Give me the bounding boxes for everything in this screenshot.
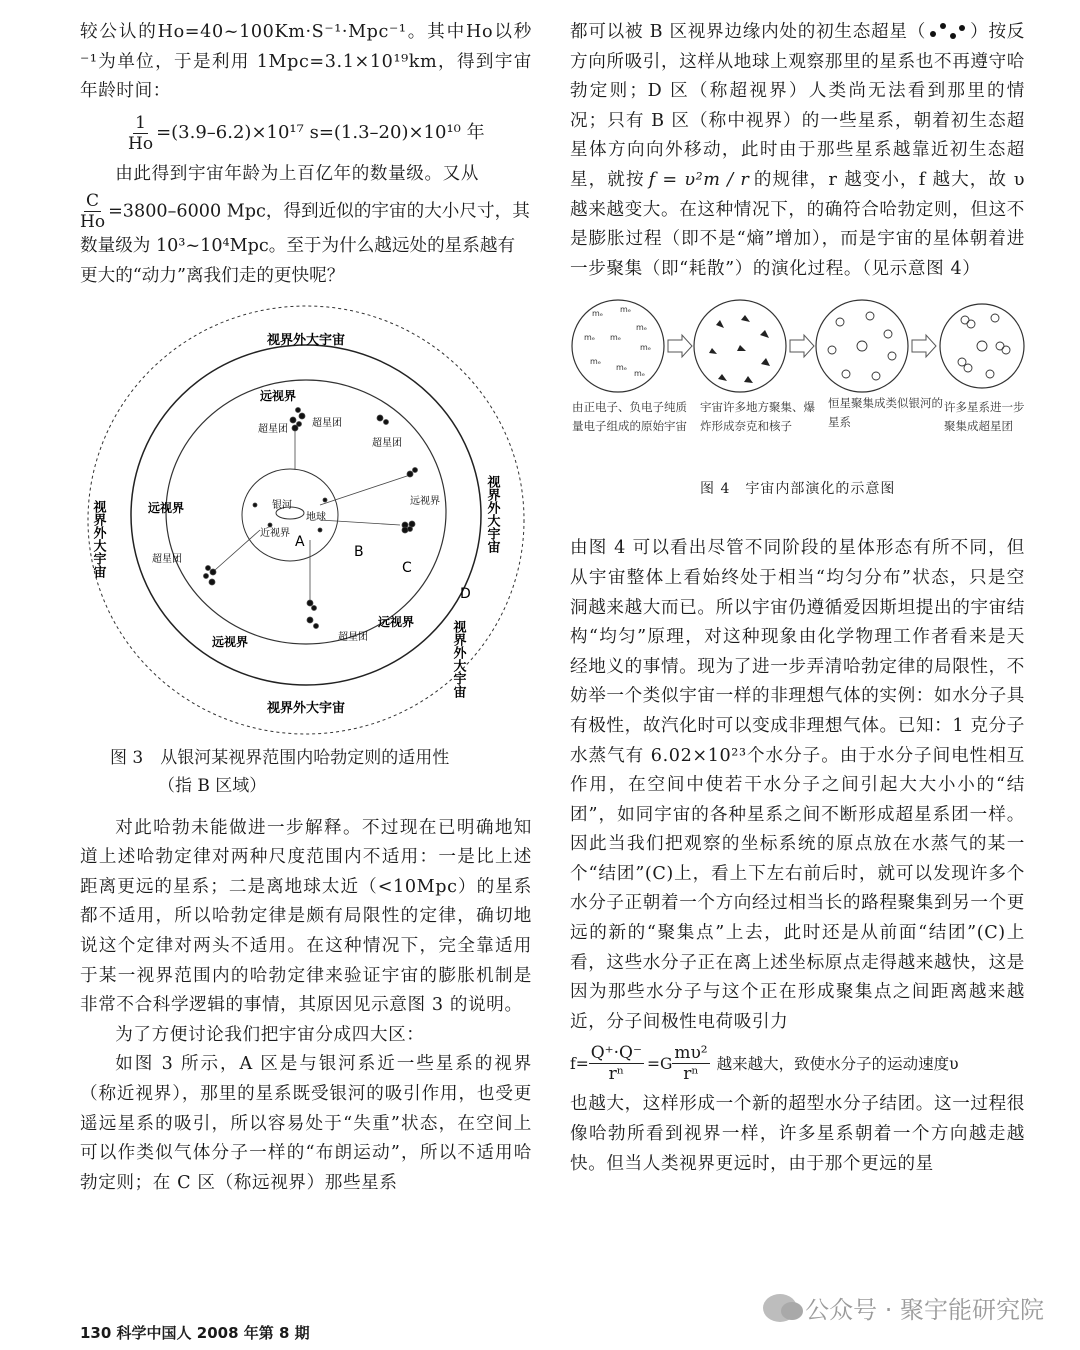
hubble-zone-diagram <box>80 300 532 740</box>
electron-labels <box>584 305 651 378</box>
polar-force-formula: f= $\frac{Q^+\cdot Q^-}{\text{rⁿ}}$ =G $\frac{\text{mυ²}}{\text{rⁿ}}$ 越来越大，致使水分子的运动速度υ <box>570 1043 959 1085</box>
svg-text:mₑ: mₑ <box>634 369 646 379</box>
fraction: $\frac{Q^+\cdot Q^-}{\text{rⁿ}}$ <box>590 1043 642 1085</box>
label-outer-left: 视界外大宇宙 <box>90 499 106 578</box>
paragraph: 由图 4 可以看出尽管不同阶段的星体形态有所不同，但从宇宙整体上看始终处于相当“均匀分布”状态，只是空洞越来越大而已。所以宇宙仍遵循爱因斯坦提出的宇宙结构“均匀”原理，对这种现象由化学物理工作者看来是天经地义的事情。现为了进一步弄清哈勃定律的局限性，不妨举一个类似宇宙一样的非理想气体的实例：如水分子具有极性，故汽化时可以变成非理想气体。已知：1 克分子水蒸气有 6.02×10²³个水分子。由于水分子间电性相互作用，在空间中使若干水分子之间引起大大小小的“结团”，如同宇宙的各种星系之间不断形成超星系团一样。因此当我们把观察的坐标系统的原点放在水蒸气的某一个“结团”(C)上，看上下左右前后时，就可以发现许多个水分子正朝着一个方向经过相当长的路程聚集到另一个更远的新的“聚集点”上去，此时还是从前面“结团”(C)上看，这些水分子正在离上述坐标原点走得越来越快，这是因为那些水分子与这个正在形成聚集点之间距离越来越近，分子间极性电荷吸引力 <box>570 538 1025 1032</box>
figure-3 <box>80 300 532 740</box>
fig4-label: 许多星系进一步聚集成超星团 <box>944 400 1025 434</box>
paragraph: 如图 3 所示，A 区是与银河系近一些星系的视界（称近视界），那里的星系既受银河的吸引作用，也受更遥远星系的吸引，所以容易处于“失重”状态，在空间上可以作类似气体分子一样的“布朗运动”，所以不适用哈勃定则；在 C 区（称远视界）那些星系 <box>80 1054 532 1193</box>
label-outer-top: 视界外大宇宙 <box>266 332 346 348</box>
figure-4-caption: 图 4 宇宙内部演化的示意图 <box>700 481 896 498</box>
fraction: $\frac{C}{Ho}$ <box>80 191 106 233</box>
zone-d-label: D <box>460 585 471 602</box>
wechat-icon <box>763 1294 797 1322</box>
label-milkyway: 银河 <box>272 499 292 511</box>
size-formula: $\frac{C}{Ho}$ =3800–6000 Mpc，得到近似的宇宙的大小尺寸，其数量级为 10³~10⁴Mpc。至于为什么越远处的星系越有更大的“动力”离我们走的更快呢？ <box>80 191 530 286</box>
paragraph: 由此得到宇宙年龄为上百亿年的数量级。又从 <box>115 163 480 184</box>
svg-text:mₑ: mₑ <box>620 305 632 315</box>
protostar-icon <box>926 21 970 43</box>
paragraph: 都可以被 B 区视界边缘内处的初生态超星（ ）按反方向所吸引，这样从地球上观察那里的星系也不再遵守哈勃定则；D 区（称超视界）人类尚无法看到那里的情况；只有 B 区（称中视界）的一些星系，朝着初生态超星体方向向外移动，此时由于那些星系越靠近初生态超星，就按 f = υ²m / r 的规律，r 越变小，f 越大，故 υ 越来越变大。在这种情况下，的确符合哈勃定则，但这不是膨胀过程（即不是“熵”增加），而是宇宙的星体朝着进一步聚集（即“耗散”）的演化过程。（见示意图 4） <box>570 22 1025 279</box>
svg-text:mₑ: mₑ <box>610 333 622 343</box>
label-cluster: 超星团 <box>338 631 368 643</box>
right-column <box>570 18 1025 1179</box>
label-near: 近视界 <box>260 527 290 539</box>
label-far-bottom: 远视界 <box>212 634 249 649</box>
evolution-diagram <box>570 290 1025 410</box>
svg-text:mₑ: mₑ <box>592 309 604 319</box>
left-column <box>80 18 532 1198</box>
fraction: $\frac{1}{Ho}$ <box>128 112 154 154</box>
watermark: 公众号 · 聚宇能研究院 <box>763 1290 1044 1325</box>
fig4-label: 宇宙许多地方聚集、爆炸形成奈克和核子 <box>700 400 815 434</box>
zone-a-label: A <box>295 533 305 550</box>
fig4-label: 恒星聚集成类似银河的星系 <box>828 396 943 430</box>
svg-text:mₑ: mₑ <box>590 357 602 367</box>
label-far-right: 远视界 <box>378 614 415 629</box>
page-footer: 130 科学中国人 2008 年第 8 期 <box>80 1324 310 1342</box>
figure-4 <box>570 290 1025 510</box>
svg-text:mₑ: mₑ <box>640 343 652 353</box>
label-far-top: 远视界 <box>260 388 297 403</box>
svg-text:mₑ: mₑ <box>636 323 648 333</box>
svg-text:mₑ: mₑ <box>584 333 596 343</box>
zone-b-label: B <box>354 543 364 560</box>
fig4-label: 由正电子、负电子纯质量电子组成的原始宇宙 <box>572 400 687 434</box>
figure-3-caption: 图 3 从银河某视界范围内哈勃定则的适用性 （指 B 区域） <box>110 747 450 796</box>
zone-c-label: C <box>402 559 412 576</box>
label-far-left: 远视界 <box>148 500 185 515</box>
label-outer-right-1: 视界外大宇宙 <box>484 474 500 553</box>
label-cluster: 超星团 <box>312 417 342 429</box>
label-cluster: 超星团 <box>258 423 288 435</box>
paragraph: 为了方便讨论我们把宇宙分成四大区： <box>115 1024 425 1045</box>
age-formula: $\frac{1}{Ho}$ =(3.9–6.2)×10¹⁷ s=(1.3–20)×10¹⁰ 年 <box>128 112 485 154</box>
label-cluster: 超星团 <box>372 437 402 449</box>
label-outer-bottom: 视界外大宇宙 <box>266 700 346 716</box>
force-formula: f = υ²m / r <box>648 169 750 190</box>
paragraph: 较公认的Ho=40~100Km·S⁻¹·Mpc⁻¹。其中Ho以秒⁻¹为单位，于是利用 1Mpc=3.1×10¹⁹km，得到宇宙年龄时间： <box>80 22 532 102</box>
paragraph: 对此哈勃未能做进一步解释。不过现在已明确地知道上述哈勃定律对两种尺度范围内不适用：一是比上述距离更远的星系；二是离地球太近（<10Mpc）的星系都不适用，所以哈勃定律是颇有局限性的定律，确切地说这个定律对两头不适用。在这种情况下，完全靠适用于某一视界范围内的哈勃定律来验证宇宙的膨胀机制是非常不合科学逻辑的事情，其原因见示意图 3 的说明。 <box>80 817 532 1016</box>
paragraph: 也越大，这样形成一个新的超型水分子结团。这一过程很像哈勃所看到视界一样，许多星系朝着一个方向越走越快。但当人类视界更远时，由于那个更远的星 <box>570 1094 1025 1174</box>
label-earth: 地球 <box>306 511 326 523</box>
label-outer-right-2: 视界外大宇宙 <box>450 619 466 698</box>
label-far-small: 远视界 <box>410 495 440 507</box>
svg-text:mₑ: mₑ <box>616 363 628 373</box>
fraction: $\frac{\text{mυ²}}{\text{rⁿ}}$ <box>674 1043 708 1085</box>
label-cluster: 超星团 <box>152 553 182 565</box>
